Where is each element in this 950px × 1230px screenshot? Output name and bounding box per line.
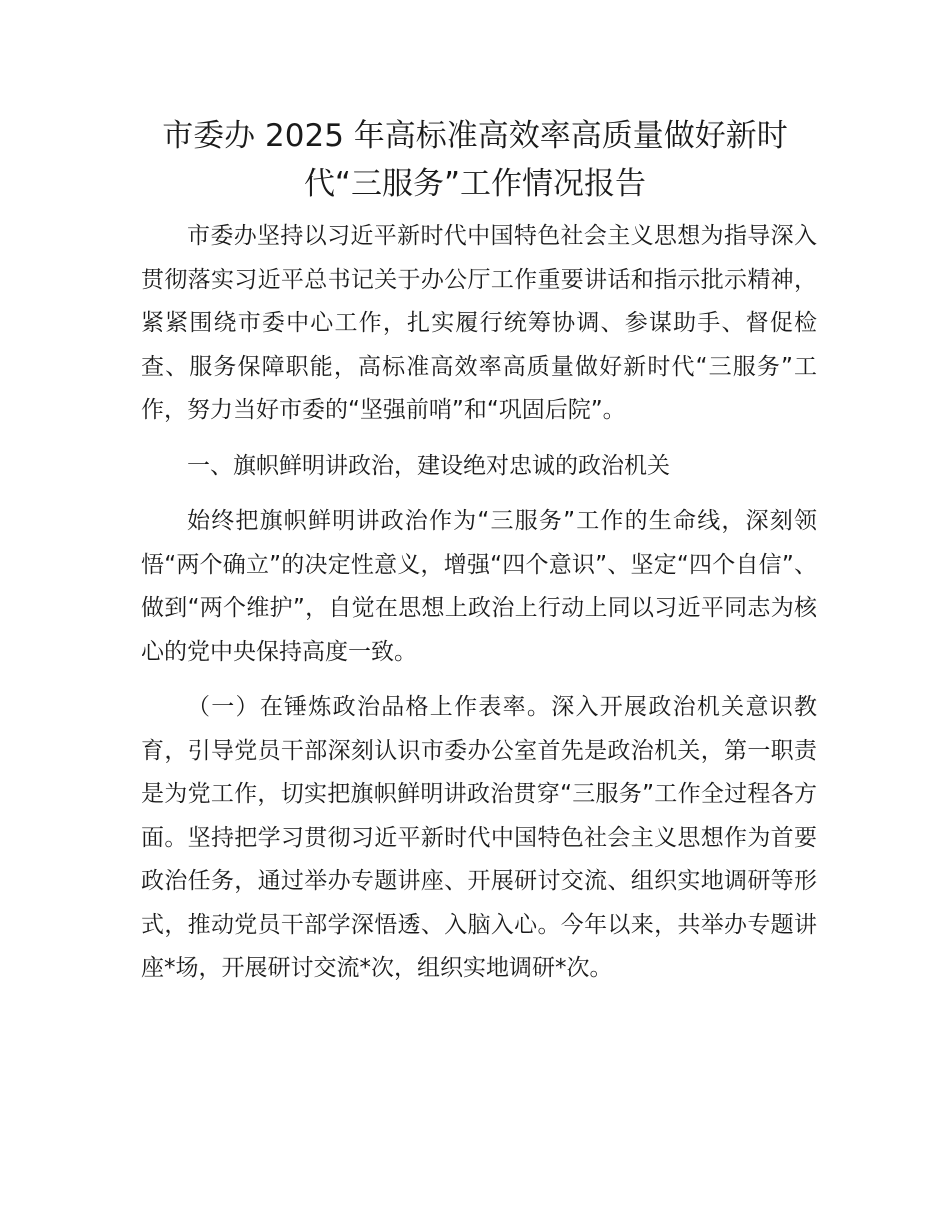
- document-title: [120, 112, 830, 208]
- document-body: [141, 215, 817, 991]
- title-line-1: 市委办 2025 年高标准高效率高质量做好新时: [162, 118, 788, 154]
- paragraph-gap: [141, 488, 817, 500]
- paragraph-gap: [141, 433, 817, 445]
- section-heading: 一、旗帜鲜明讲政治，建设绝对忠诚的政治机关: [187, 452, 670, 479]
- section-paragraph: 始终把旗帜鲜明讲政治作为“三服务”工作的生命线，深刻领悟“两个确立”的决定性意义，增强“四个意识”、坚定“四个自信”、做到“两个维护”，自觉在思想上政治上行动上同以习近平同志为核心的党中央保持高度一致。: [141, 508, 817, 665]
- subsection-paragraph: （一）在锤炼政治品格上作表率。深入开展政治机关意识教育，引导党员干部深刻认识市委办公室首先是政治机关，第一职责是为党工作，切实把旗帜鲜明讲政治贯穿“三服务”工作全过程各方面。坚持把学习贯彻习近平新时代中国特色社会主义思想作为首要政治任务，通过举办专题讲座、开展研讨交流、组织实地调研等形式，推动党员干部学深悟透、入脑入心。今年以来，共举办专题讲座*场，开展研讨交流*次，组织实地调研*次。: [141, 694, 817, 981]
- intro-paragraph: 市委办坚持以习近平新时代中国特色社会主义思想为指导深入贯彻落实习近平总书记关于办公厅工作重要讲话和指示批示精神，紧紧围绕市委中心工作，扎实履行统筹协调、参谋助手、督促检查、服务保障职能，高标准高效率高质量做好新时代“三服务”工作，努力当好市委的“坚强前哨”和“巩固后院”。: [141, 223, 817, 423]
- paragraph-gap: [141, 674, 817, 686]
- title-line-2: 代“三服务”工作情况报告: [303, 166, 647, 202]
